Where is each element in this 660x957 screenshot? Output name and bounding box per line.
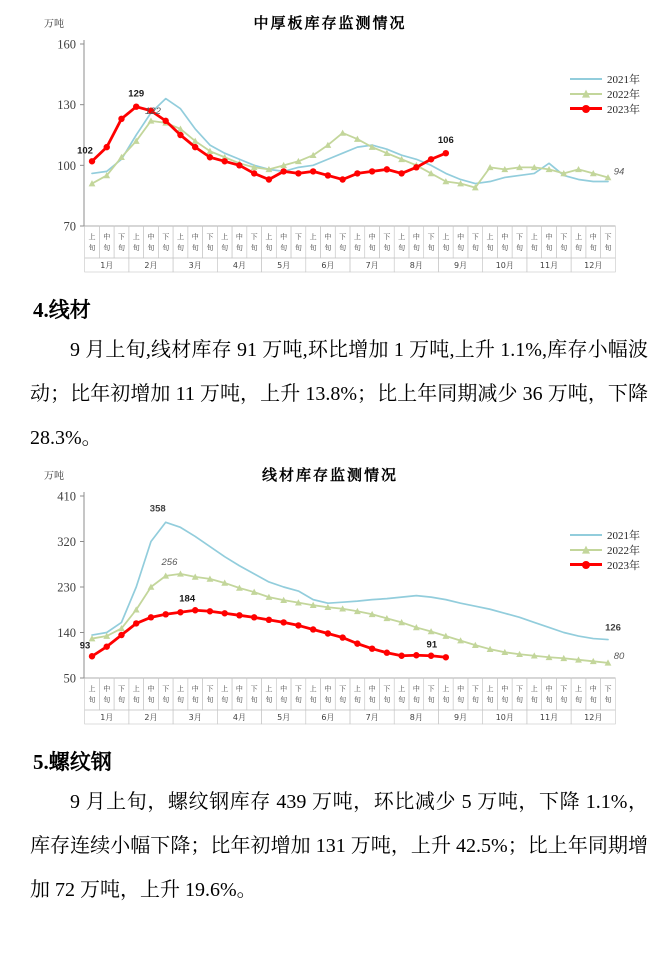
plate-chart-svg: [0, 36, 660, 276]
svg-text:上: 上: [486, 233, 494, 241]
legend-line-sample: [570, 73, 602, 85]
svg-text:3月: 3月: [188, 261, 202, 270]
svg-text:上: 上: [221, 685, 229, 693]
svg-text:126: 126: [605, 622, 621, 634]
svg-text:旬: 旬: [339, 696, 347, 704]
svg-text:下: 下: [560, 233, 568, 241]
svg-text:129: 129: [128, 88, 145, 100]
svg-text:上: 上: [265, 233, 273, 241]
svg-text:10月: 10月: [495, 261, 514, 270]
svg-text:122: 122: [145, 105, 161, 117]
svg-text:旬: 旬: [88, 696, 96, 704]
section-5-heading: 5.螺纹钢: [33, 750, 112, 774]
svg-text:中: 中: [235, 233, 243, 241]
chart-header: [0, 12, 660, 36]
svg-text:中: 中: [280, 233, 288, 241]
svg-text:旬: 旬: [545, 244, 553, 252]
svg-text:70: 70: [63, 219, 76, 234]
svg-text:旬: 旬: [589, 244, 597, 252]
chart-canvas: [0, 36, 660, 276]
svg-text:中: 中: [368, 685, 376, 693]
svg-text:旬: 旬: [486, 244, 494, 252]
legend-line-sample: [570, 103, 602, 115]
svg-text:1月: 1月: [100, 713, 114, 722]
svg-text:上: 上: [442, 685, 450, 693]
svg-text:旬: 旬: [457, 244, 465, 252]
svg-text:184: 184: [179, 593, 196, 605]
svg-text:旬: 旬: [575, 244, 583, 252]
legend-item: [570, 72, 640, 85]
svg-text:80: 80: [613, 650, 625, 662]
legend-label: 2022年: [607, 88, 640, 101]
svg-text:下: 下: [383, 685, 391, 693]
svg-text:下: 下: [383, 233, 391, 241]
chart-section-wire: [0, 464, 660, 728]
svg-text:旬: 旬: [442, 696, 450, 704]
svg-text:130: 130: [57, 98, 76, 113]
svg-text:旬: 旬: [368, 244, 376, 252]
svg-text:旬: 旬: [176, 244, 184, 252]
svg-text:旬: 旬: [103, 244, 111, 252]
svg-text:旬: 旬: [412, 244, 420, 252]
svg-text:旬: 旬: [501, 696, 509, 704]
svg-text:中: 中: [545, 233, 553, 241]
svg-text:256: 256: [161, 556, 178, 568]
svg-text:旬: 旬: [132, 696, 140, 704]
svg-text:下: 下: [516, 233, 524, 241]
svg-text:旬: 旬: [604, 244, 612, 252]
svg-text:旬: 旬: [162, 696, 170, 704]
svg-text:上: 上: [176, 685, 184, 693]
svg-text:5月: 5月: [277, 261, 291, 270]
svg-text:旬: 旬: [206, 244, 214, 252]
svg-text:旬: 旬: [250, 244, 258, 252]
svg-text:中: 中: [589, 233, 597, 241]
svg-text:上: 上: [353, 233, 361, 241]
svg-text:旬: 旬: [530, 696, 538, 704]
svg-text:旬: 旬: [545, 696, 553, 704]
svg-text:旬: 旬: [103, 696, 111, 704]
svg-text:旬: 旬: [427, 244, 435, 252]
svg-text:中: 中: [324, 685, 332, 693]
svg-text:4月: 4月: [232, 713, 246, 722]
legend-line-sample: [570, 544, 602, 556]
svg-text:6月: 6月: [321, 261, 335, 270]
svg-text:9月: 9月: [454, 261, 468, 270]
svg-text:160: 160: [57, 37, 76, 52]
svg-text:4月: 4月: [232, 261, 246, 270]
svg-text:下: 下: [162, 685, 170, 693]
svg-text:旬: 旬: [471, 696, 479, 704]
svg-text:中: 中: [280, 685, 288, 693]
svg-text:旬: 旬: [132, 244, 140, 252]
legend-item: [570, 543, 640, 556]
svg-text:旬: 旬: [176, 696, 184, 704]
svg-text:94: 94: [613, 166, 625, 178]
svg-text:下: 下: [250, 233, 258, 241]
svg-text:旬: 旬: [575, 696, 583, 704]
svg-text:上: 上: [530, 233, 538, 241]
svg-text:中: 中: [103, 233, 111, 241]
svg-text:旬: 旬: [117, 696, 125, 704]
svg-text:106: 106: [437, 135, 454, 147]
section-4-heading: 4.线材: [33, 298, 91, 322]
legend-line-sample: [570, 529, 602, 541]
svg-text:11月: 11月: [539, 713, 559, 722]
svg-text:旬: 旬: [516, 696, 524, 704]
svg-text:上: 上: [353, 685, 361, 693]
svg-text:320: 320: [57, 535, 76, 549]
svg-text:上: 上: [88, 685, 96, 693]
svg-text:11月: 11月: [539, 261, 559, 270]
svg-text:中: 中: [545, 685, 553, 693]
svg-text:旬: 旬: [250, 696, 258, 704]
svg-text:旬: 旬: [147, 244, 155, 252]
svg-text:旬: 旬: [560, 696, 568, 704]
svg-text:旬: 旬: [147, 696, 155, 704]
svg-text:410: 410: [57, 489, 76, 504]
svg-text:7月: 7月: [365, 261, 379, 270]
legend: [570, 528, 640, 571]
svg-text:旬: 旬: [191, 696, 199, 704]
svg-text:旬: 旬: [427, 696, 435, 704]
svg-text:旬: 旬: [398, 244, 406, 252]
svg-text:旬: 旬: [280, 244, 288, 252]
svg-text:旬: 旬: [412, 696, 420, 704]
svg-text:旬: 旬: [353, 244, 361, 252]
svg-text:上: 上: [530, 685, 538, 693]
svg-text:旬: 旬: [221, 244, 229, 252]
svg-text:中: 中: [191, 685, 199, 693]
svg-text:旬: 旬: [265, 696, 273, 704]
svg-text:旬: 旬: [117, 244, 125, 252]
svg-text:旬: 旬: [442, 244, 450, 252]
legend-label: 2023年: [607, 559, 640, 572]
svg-text:中: 中: [147, 233, 155, 241]
svg-text:旬: 旬: [309, 244, 317, 252]
svg-text:旬: 旬: [398, 696, 406, 704]
svg-text:中: 中: [368, 233, 376, 241]
svg-text:旬: 旬: [353, 696, 361, 704]
legend-label: 2021年: [607, 529, 640, 542]
svg-text:下: 下: [117, 233, 125, 241]
legend-item: [570, 558, 640, 571]
svg-text:中: 中: [191, 233, 199, 241]
svg-text:上: 上: [575, 233, 583, 241]
svg-text:下: 下: [471, 233, 479, 241]
chart-title: 中厚板库存监测情况: [253, 16, 407, 32]
svg-text:2月: 2月: [144, 713, 158, 722]
svg-text:5月: 5月: [277, 713, 291, 722]
svg-text:旬: 旬: [501, 244, 509, 252]
svg-text:上: 上: [398, 233, 406, 241]
svg-text:上: 上: [132, 233, 140, 241]
svg-text:中: 中: [147, 685, 155, 693]
svg-text:上: 上: [442, 233, 450, 241]
chart-section-plate: [0, 12, 660, 276]
svg-text:旬: 旬: [191, 244, 199, 252]
svg-text:旬: 旬: [221, 696, 229, 704]
svg-text:旬: 旬: [339, 244, 347, 252]
svg-text:上: 上: [309, 233, 317, 241]
svg-text:旬: 旬: [162, 244, 170, 252]
svg-text:下: 下: [294, 685, 302, 693]
svg-text:91: 91: [426, 639, 438, 651]
svg-text:下: 下: [427, 233, 435, 241]
svg-text:3月: 3月: [188, 713, 202, 722]
svg-text:旬: 旬: [457, 696, 465, 704]
svg-text:旬: 旬: [383, 696, 391, 704]
legend-line-sample: [570, 559, 602, 571]
svg-text:中: 中: [501, 685, 509, 693]
y-axis-unit: 万吨: [44, 19, 64, 30]
legend-item: [570, 528, 640, 541]
svg-text:下: 下: [250, 685, 258, 693]
legend-label: 2022年: [607, 544, 640, 557]
svg-text:中: 中: [501, 233, 509, 241]
svg-text:旬: 旬: [235, 244, 243, 252]
chart-canvas: [0, 488, 660, 728]
svg-text:中: 中: [457, 685, 465, 693]
section-4-paragraph: 9 月上旬,线材库存 91 万吨,环比增加 1 万吨,上升 1.1%,库存小幅波动；比年初增加 11 万吨，上升 13.8%；比上年同期减少 36 万吨，下降 28.3%。: [30, 339, 648, 449]
svg-text:下: 下: [516, 685, 524, 693]
svg-text:下: 下: [427, 685, 435, 693]
svg-text:8月: 8月: [409, 261, 423, 270]
wire-chart-svg: [0, 488, 660, 728]
svg-text:旬: 旬: [471, 244, 479, 252]
svg-text:1月: 1月: [100, 261, 114, 270]
svg-text:旬: 旬: [294, 244, 302, 252]
svg-text:100: 100: [57, 158, 76, 173]
svg-text:旬: 旬: [235, 696, 243, 704]
svg-text:旬: 旬: [383, 244, 391, 252]
chart-title: 线材库存监测情况: [261, 468, 398, 484]
svg-text:旬: 旬: [516, 244, 524, 252]
svg-text:358: 358: [149, 503, 166, 515]
svg-text:旬: 旬: [265, 244, 273, 252]
svg-text:10月: 10月: [495, 713, 514, 722]
svg-text:上: 上: [176, 233, 184, 241]
svg-text:7月: 7月: [365, 713, 379, 722]
svg-text:上: 上: [309, 685, 317, 693]
section-5-paragraph: 9 月上旬，螺纹钢库存 439 万吨，环比减少 5 万吨，下降 1.1%，库存连续小幅下降；比年初增加 131 万吨，上升 42.5%；比上年同期增加 72 万吨，上升 19.6%。: [30, 791, 648, 901]
svg-text:中: 中: [412, 685, 420, 693]
svg-text:旬: 旬: [324, 244, 332, 252]
svg-text:下: 下: [339, 233, 347, 241]
chart-header: [0, 464, 660, 488]
svg-text:140: 140: [57, 626, 76, 640]
svg-text:下: 下: [604, 233, 612, 241]
svg-text:下: 下: [206, 233, 214, 241]
svg-text:上: 上: [486, 685, 494, 693]
svg-text:102: 102: [77, 145, 93, 157]
svg-text:上: 上: [88, 233, 96, 241]
svg-text:中: 中: [103, 685, 111, 693]
svg-text:上: 上: [265, 685, 273, 693]
svg-text:旬: 旬: [530, 244, 538, 252]
svg-text:上: 上: [221, 233, 229, 241]
svg-text:230: 230: [57, 580, 76, 595]
y-axis-unit: 万吨: [44, 471, 64, 482]
svg-text:12月: 12月: [584, 261, 603, 270]
svg-text:下: 下: [117, 685, 125, 693]
svg-text:中: 中: [589, 685, 597, 693]
svg-text:中: 中: [235, 685, 243, 693]
svg-text:上: 上: [132, 685, 140, 693]
svg-text:旬: 旬: [309, 696, 317, 704]
legend: [570, 72, 640, 115]
svg-text:下: 下: [162, 233, 170, 241]
legend-item: [570, 102, 640, 115]
svg-text:93: 93: [79, 640, 91, 652]
legend-item: [570, 87, 640, 100]
svg-text:旬: 旬: [560, 244, 568, 252]
svg-text:旬: 旬: [88, 244, 96, 252]
svg-text:2月: 2月: [144, 261, 158, 270]
svg-text:旬: 旬: [368, 696, 376, 704]
legend-label: 2023年: [607, 103, 640, 116]
svg-text:9月: 9月: [454, 713, 468, 722]
legend-label: 2021年: [607, 73, 640, 86]
svg-text:上: 上: [398, 685, 406, 693]
svg-text:下: 下: [471, 685, 479, 693]
svg-text:6月: 6月: [321, 713, 335, 722]
svg-text:下: 下: [604, 685, 612, 693]
svg-text:8月: 8月: [409, 713, 423, 722]
svg-text:下: 下: [206, 685, 214, 693]
svg-text:下: 下: [339, 685, 347, 693]
svg-text:旬: 旬: [589, 696, 597, 704]
svg-text:上: 上: [575, 685, 583, 693]
svg-text:中: 中: [412, 233, 420, 241]
svg-text:旬: 旬: [604, 696, 612, 704]
svg-text:旬: 旬: [486, 696, 494, 704]
svg-text:中: 中: [457, 233, 465, 241]
svg-text:旬: 旬: [206, 696, 214, 704]
svg-text:50: 50: [63, 671, 76, 686]
legend-line-sample: [570, 88, 602, 100]
svg-text:旬: 旬: [280, 696, 288, 704]
svg-text:中: 中: [324, 233, 332, 241]
svg-text:12月: 12月: [584, 713, 603, 722]
svg-text:旬: 旬: [324, 696, 332, 704]
svg-text:下: 下: [294, 233, 302, 241]
svg-text:下: 下: [560, 685, 568, 693]
svg-text:旬: 旬: [294, 696, 302, 704]
